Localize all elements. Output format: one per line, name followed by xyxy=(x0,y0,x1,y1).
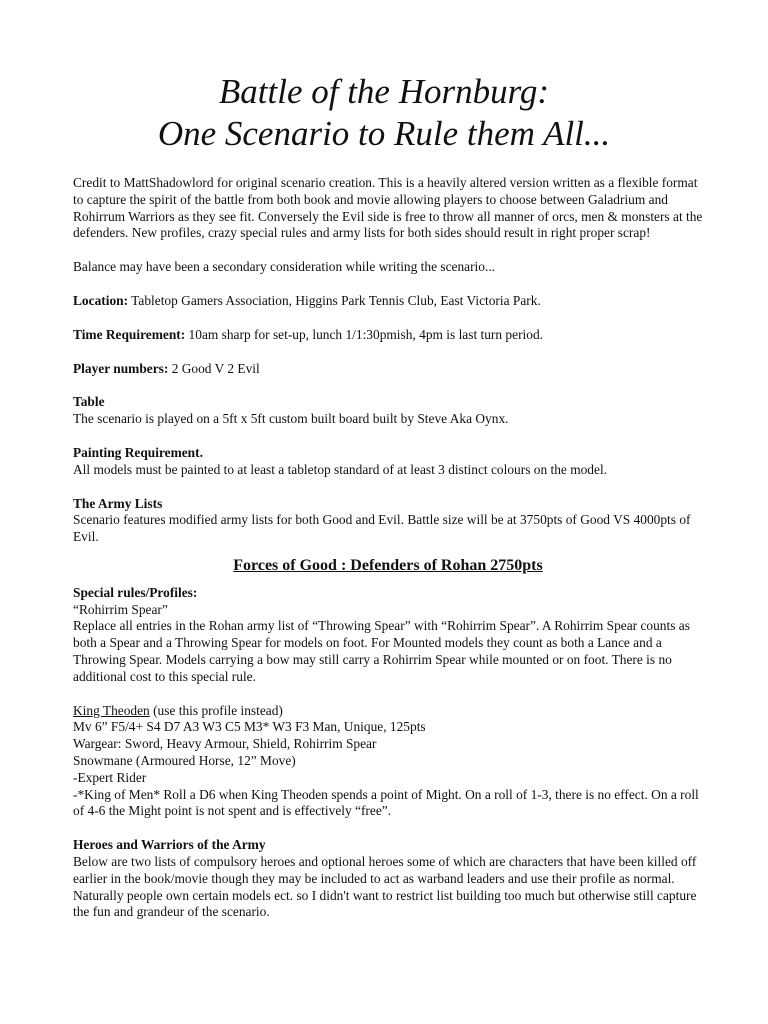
rohirrim-spear-text: Replace all entries in the Rohan army list of “Throwing Spear” with “Rohirrim Spear”. A Rohirrim Spear counts as both a Spear and a Throwing Spear for models on foot. For Mounted models they count as both a Lance and a Throwing Spear. Models carrying a bow may still carry a Rohirrim Spear while mounted or on foot. There is no additional cost to this special rule. xyxy=(73,618,690,684)
heroes-heading: Heroes and Warriors of the Army xyxy=(73,837,266,853)
expert-rider-rule: -Expert Rider xyxy=(73,769,147,785)
table-heading: Table xyxy=(73,394,105,410)
balance-paragraph: Balance may have been a secondary consideration while writing the scenario... xyxy=(73,259,496,275)
king-of-men-rule: -*King of Men* Roll a D6 when King Theoden spends a point of Might. On a roll of 1-3, there is no effect. On a roll of 4-6 the Might point is not spent and is effectively “free”. xyxy=(73,786,699,819)
time-label: Time Requirement: xyxy=(73,326,186,342)
credit-paragraph: Credit to MattShadowlord for original scenario creation. This is a heavily altered version written as a flexible format to capture the spirit of the battle from both book and movie allowing players to choose between Galadrium and Rohirrum Warriors as they see fit. Conversely the Evil side is free to throw all manner of orcs, men & monsters at the defenders. New profiles, crazy special rules and army lists for both sides should result in right proper scrap! xyxy=(73,175,703,241)
document-title-line-1: Battle of the Hornburg: xyxy=(218,72,550,111)
rohirrim-spear-name: “Rohirrim Spear” xyxy=(73,601,168,617)
king-theoden-line xyxy=(73,703,703,720)
army-lists-text: Scenario features modified army lists for both Good and Evil. Battle size will be at 3750pts of Good VS 4000pts of Evil. xyxy=(73,512,691,545)
king-theoden-mount: Snowmane (Armoured Horse, 12” Move) xyxy=(73,752,296,768)
special-rules-heading: Special rules/Profiles: xyxy=(73,584,198,600)
army-lists-heading: The Army Lists xyxy=(73,495,163,511)
players-value: 2 Good V 2 Evil xyxy=(168,360,260,376)
painting-text: All models must be painted to at least a tabletop standard of at least 3 distinct colours on the model. xyxy=(73,461,608,477)
heroes-text: Below are two lists of compulsory heroes and optional heroes some of which are characters that have been killed off earlier in the book/movie though they may be included to act as warband leaders and use their profile as normal. Naturally people own certain models ect. so I didn't want to restrict list building too much but otherwise still capture the fun and grandeur of the scenario. xyxy=(73,853,697,920)
king-theoden-stats: Mv 6” F5/4+ S4 D7 A3 W3 C5 M3* W3 F3 Man, Unique, 125pts xyxy=(73,719,426,735)
king-theoden-name: King Theoden xyxy=(73,702,150,718)
time-value: 10am sharp for set-up, lunch 1/1:30pmish, 4pm is last turn period. xyxy=(185,326,543,342)
time-line xyxy=(73,327,703,344)
painting-heading: Painting Requirement. xyxy=(73,444,203,460)
king-theoden-note: (use this profile instead) xyxy=(149,702,283,718)
location-line xyxy=(73,293,703,310)
players-label: Player numbers: xyxy=(73,360,169,376)
king-theoden-wargear: Wargear: Sword, Heavy Armour, Shield, Rohirrim Spear xyxy=(73,736,377,752)
location-value: Tabletop Gamers Association, Higgins Park Tennis Club, East Victoria Park. xyxy=(128,292,541,308)
document-body xyxy=(73,175,703,921)
location-label: Location: xyxy=(73,292,129,308)
table-text: The scenario is played on a 5ft x 5ft custom built board built by Steve Aka Oynx. xyxy=(73,411,509,427)
forces-of-good-heading: Forces of Good : Defenders of Rohan 2750pts xyxy=(233,556,543,574)
players-line xyxy=(73,361,703,378)
document-title-line-2: One Scenario to Rule them All... xyxy=(157,114,611,153)
